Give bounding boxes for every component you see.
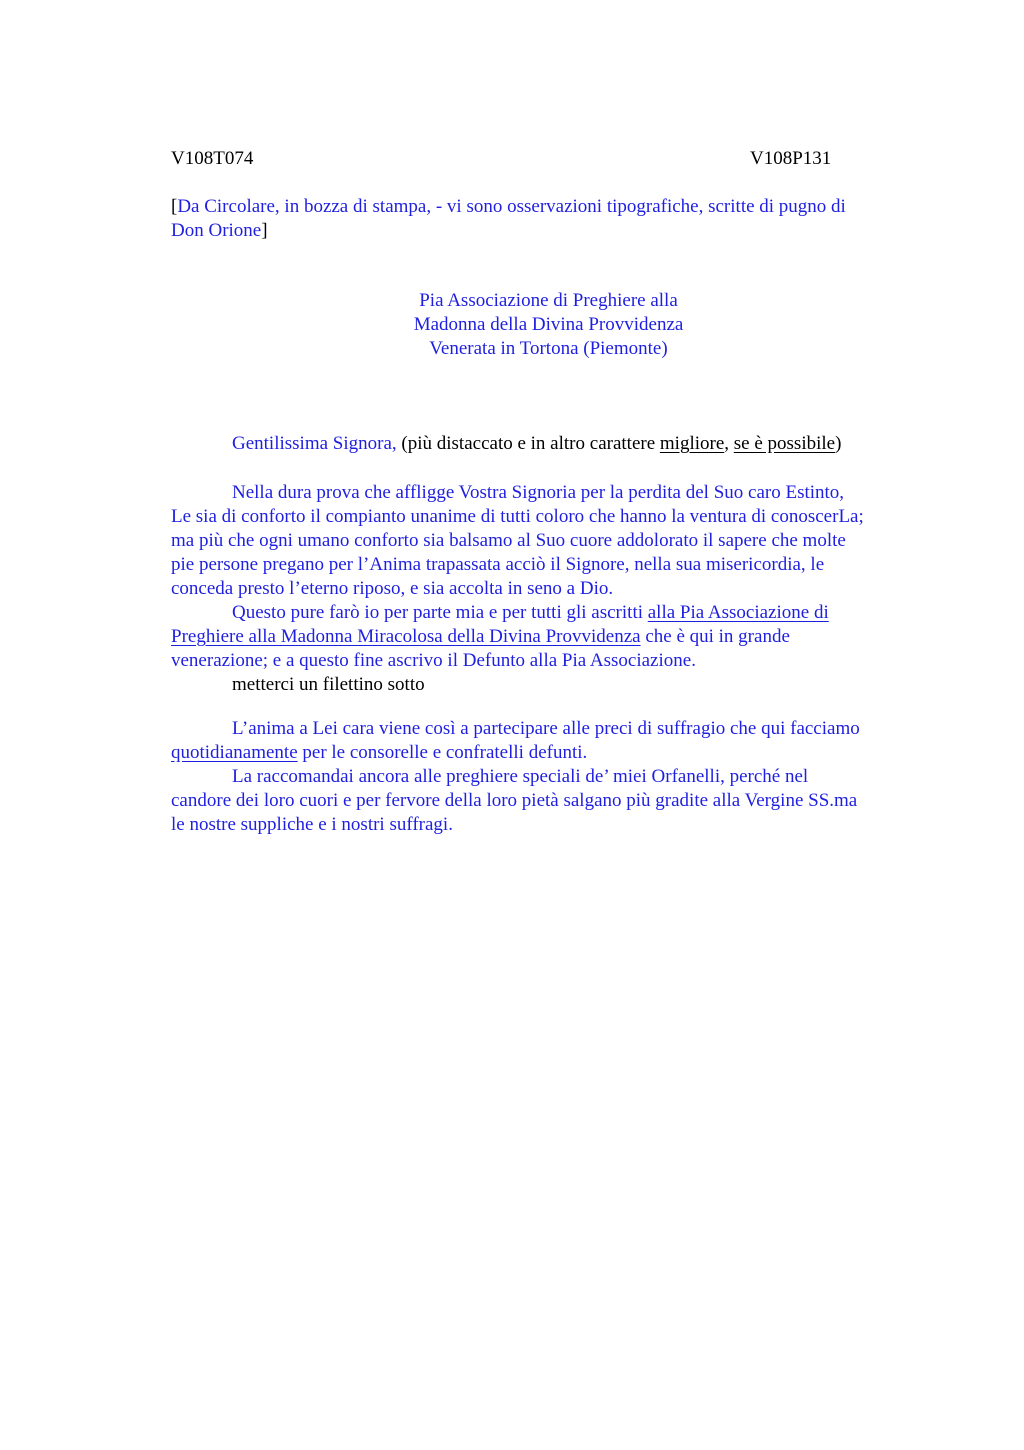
- association-title: [171, 289, 939, 361]
- paragraph2-underlined-association-2: Preghiere alla Madonna Miracolosa della Divina Provvidenza: [171, 626, 641, 647]
- note-open-bracket: [: [171, 196, 178, 217]
- title-line-2: Madonna della Divina Provvidenza: [413, 314, 684, 335]
- paragraph4-line-3: le nostre suppliche e i nostri suffragi.: [171, 814, 453, 835]
- letter-body-part-1: [171, 481, 939, 697]
- note-line-2: Don Orione: [171, 220, 262, 241]
- salutation-greeting: Gentilissima Signora,: [232, 433, 397, 454]
- paragraph3-underlined-word: quotidianamente: [171, 742, 298, 763]
- paragraph4-line-2: candore dei loro cuori e per fervore della loro pietà salgano più gradite alla Vergine SS.ma: [171, 790, 858, 811]
- paragraph4-line-1: La raccomandai ancora alle preghiere speciali de’ miei Orfanelli, perché nel: [232, 766, 809, 787]
- salutation-remark-comma: ,: [724, 433, 734, 454]
- paragraph2-line-2-text: che è qui in grande: [640, 626, 790, 647]
- paragraph1-line-1: Nella dura prova che affligge Vostra Signoria per la perdita del Suo caro Estinto,: [232, 482, 845, 503]
- document-codes: [171, 147, 939, 171]
- paragraph2-line-1-text: Questo pure farò io per parte mia e per tutti gli ascritti: [232, 602, 648, 623]
- paragraph3-line-2-text: per le consorelle e confratelli defunti.: [297, 742, 588, 763]
- paragraph1-line-3: ma più che ogni umano conforto sia balsamo al Suo cuore addolorato il sapere che molte: [171, 530, 846, 551]
- typographic-note: metterci un filettino sotto: [232, 674, 425, 695]
- paragraph3-line-1: L’anima a Lei cara viene così a partecipare alle preci di suffragio che qui facciamo: [232, 718, 860, 739]
- note-close-bracket: ]: [261, 220, 268, 241]
- paragraph1-line-5: conceda presto l’eterno riposo, e sia accolta in seno a Dio.: [171, 578, 614, 599]
- paragraph1-line-4: pie persone pregano per l’Anima trapassata acciò il Signore, nella sua misericordia, le: [171, 554, 825, 575]
- salutation: [171, 432, 939, 456]
- document-code-right: V108P131: [750, 148, 832, 169]
- letter-body-part-2: [171, 717, 939, 837]
- salutation-remark-close: ): [835, 433, 842, 454]
- paragraph1-line-2: Le sia di conforto il compianto unanime di tutti coloro che hanno la ventura di conoscerLa;: [171, 506, 864, 527]
- title-line-1: Pia Associazione di Preghiere alla: [419, 290, 678, 311]
- paragraph2-underlined-association-1: alla Pia Associazione di: [647, 602, 829, 623]
- title-line-3: Venerata in Tortona (Piemonte): [429, 338, 668, 359]
- document-code-left: V108T074: [171, 148, 254, 169]
- salutation-remark-underlined-2: se è possibile: [733, 433, 836, 454]
- note-line-1: Da Circolare, in bozza di stampa, - vi sono osservazioni tipografiche, scritte di pugno di: [177, 196, 846, 217]
- salutation-remark-open: (più distaccato e in altro carattere: [396, 433, 660, 454]
- source-note: [171, 195, 939, 243]
- paragraph2-line-3: venerazione; e a questo fine ascrivo il Defunto alla Pia Associazione.: [171, 650, 696, 671]
- salutation-remark-underlined-1: migliore: [659, 433, 725, 454]
